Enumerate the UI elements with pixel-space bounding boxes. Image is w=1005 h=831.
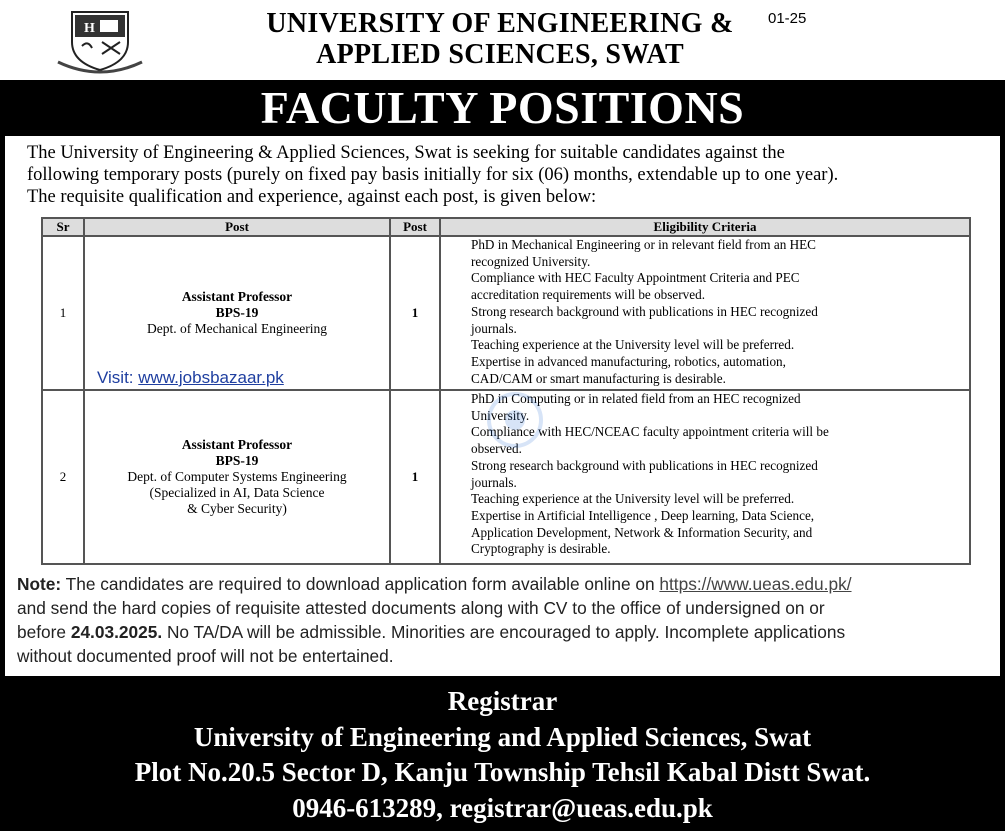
header-post: Post [225,219,249,234]
university-name-line2: APPLIED SCIENCES, SWAT [316,39,684,70]
university-name [230,8,770,70]
table-row [43,237,969,389]
registrar-footer [0,684,1005,826]
criteria-line: PhD in Computing or in related field from an HEC recognized [471,391,801,406]
criteria-line: Compliance with HEC/NCEAC faculty appointment criteria will be [471,424,829,440]
registrar-title: Registrar [447,686,558,716]
criteria-line: Expertise in Artificial Intelligence , Deep learning, Data Science, [471,507,815,523]
post-title: Assistant Professor [181,289,293,304]
criteria-line: observed. [471,441,522,457]
website-link[interactable]: https://www.ueas.edu.pk/ [659,574,852,594]
header-sr: Sr [56,219,70,234]
university-crest-icon [52,6,148,76]
criteria-line: Teaching experience at the University level will be preferred. [471,491,795,507]
page-title: FACULTY POSITIONS [260,82,745,133]
row-post [85,289,389,337]
criteria-line: Cryptography is desirable. [471,541,611,557]
post-dept: (Specialized in AI, Data Science [149,485,325,500]
criteria-line: accreditation requirements will be observed. [471,287,705,303]
svg-text:H: H [84,21,95,36]
note-text: No TA/DA will be admissible. Minorities are encouraged to apply. Incomplete applications [166,622,846,642]
intro-paragraph [27,142,967,208]
note-paragraph [17,572,977,668]
criteria-line: Expertise in advanced manufacturing, robotics, automation, [471,353,786,369]
post-grade: BPS-19 [215,453,259,468]
post-title: Assistant Professor [181,437,293,452]
post-dept: Dept. of Mechanical Engineering [147,321,327,336]
row-sr: 1 [59,305,67,320]
header-criteria: Eligibility Criteria [653,219,757,234]
criteria-line: Strong research background with publications in HEC recognized [471,303,818,319]
table-header-row [43,219,969,237]
criteria-line: journals. [471,320,517,336]
post-grade: BPS-19 [215,305,259,320]
row-criteria [471,237,961,387]
post-dept: & Cyber Security) [187,501,287,516]
intro-line: following temporary posts (purely on fixed pay basis initially for six (06) months, extendable up to one year). [27,165,839,185]
visit-label: Visit: [97,368,134,387]
row-count: 1 [411,469,419,484]
note-line: without documented proof will not be entertained. [17,646,394,666]
row-sr: 2 [59,469,67,484]
university-name-line1: UNIVERSITY OF ENGINEERING & [266,8,734,39]
registrar-university: University of Engineering and Applied Sciences, Swat [193,721,812,752]
watermark-icon [485,390,545,450]
criteria-line: Strong research background with publications in HEC recognized [471,457,818,473]
registrar-contact: 0946-613289, registrar@ueas.edu.pk [292,792,713,823]
visit-link[interactable]: www.jobsbazaar.pk [138,368,284,387]
criteria-line: CAD/CAM or smart manufacturing is desirable. [471,370,726,386]
note-line [17,572,977,596]
note-label: Note: [17,574,62,594]
note-line: and send the hard copies of requisite attested documents along with CV to the office of undersigned on or [17,598,825,618]
note-text: The candidates are required to download application form available online on [65,574,655,594]
post-dept: Dept. of Computer Systems Engineering [127,469,347,484]
criteria-line: recognized University. [471,253,591,269]
criteria-line: PhD in Mechanical Engineering or in relevant field from an HEC [471,237,816,252]
header-count: Post [403,219,427,234]
reference-code: 01-25 [768,10,807,27]
visit-banner [97,368,284,388]
note-text: before [17,622,67,642]
criteria-line: journals. [471,474,517,490]
row-count: 1 [411,305,419,320]
criteria-line: Application Development, Network & Information Security, and [471,524,813,540]
registrar-address: Plot No.20.5 Sector D, Kanju Township Tehsil Kabal Distt Swat. [134,757,871,787]
row-post [85,437,389,517]
deadline-date: 24.03.2025. [70,622,163,642]
criteria-line: University. [471,407,530,423]
note-line [17,620,977,644]
criteria-line: Teaching experience at the University level will be preferred. [471,337,795,353]
intro-line: The requisite qualification and experience, against each post, is given below: [27,187,597,207]
intro-line: The University of Engineering & Applied Sciences, Swat is seeking for suitable candidates against the [27,143,785,163]
criteria-line: Compliance with HEC Faculty Appointment Criteria and PEC [471,270,800,286]
